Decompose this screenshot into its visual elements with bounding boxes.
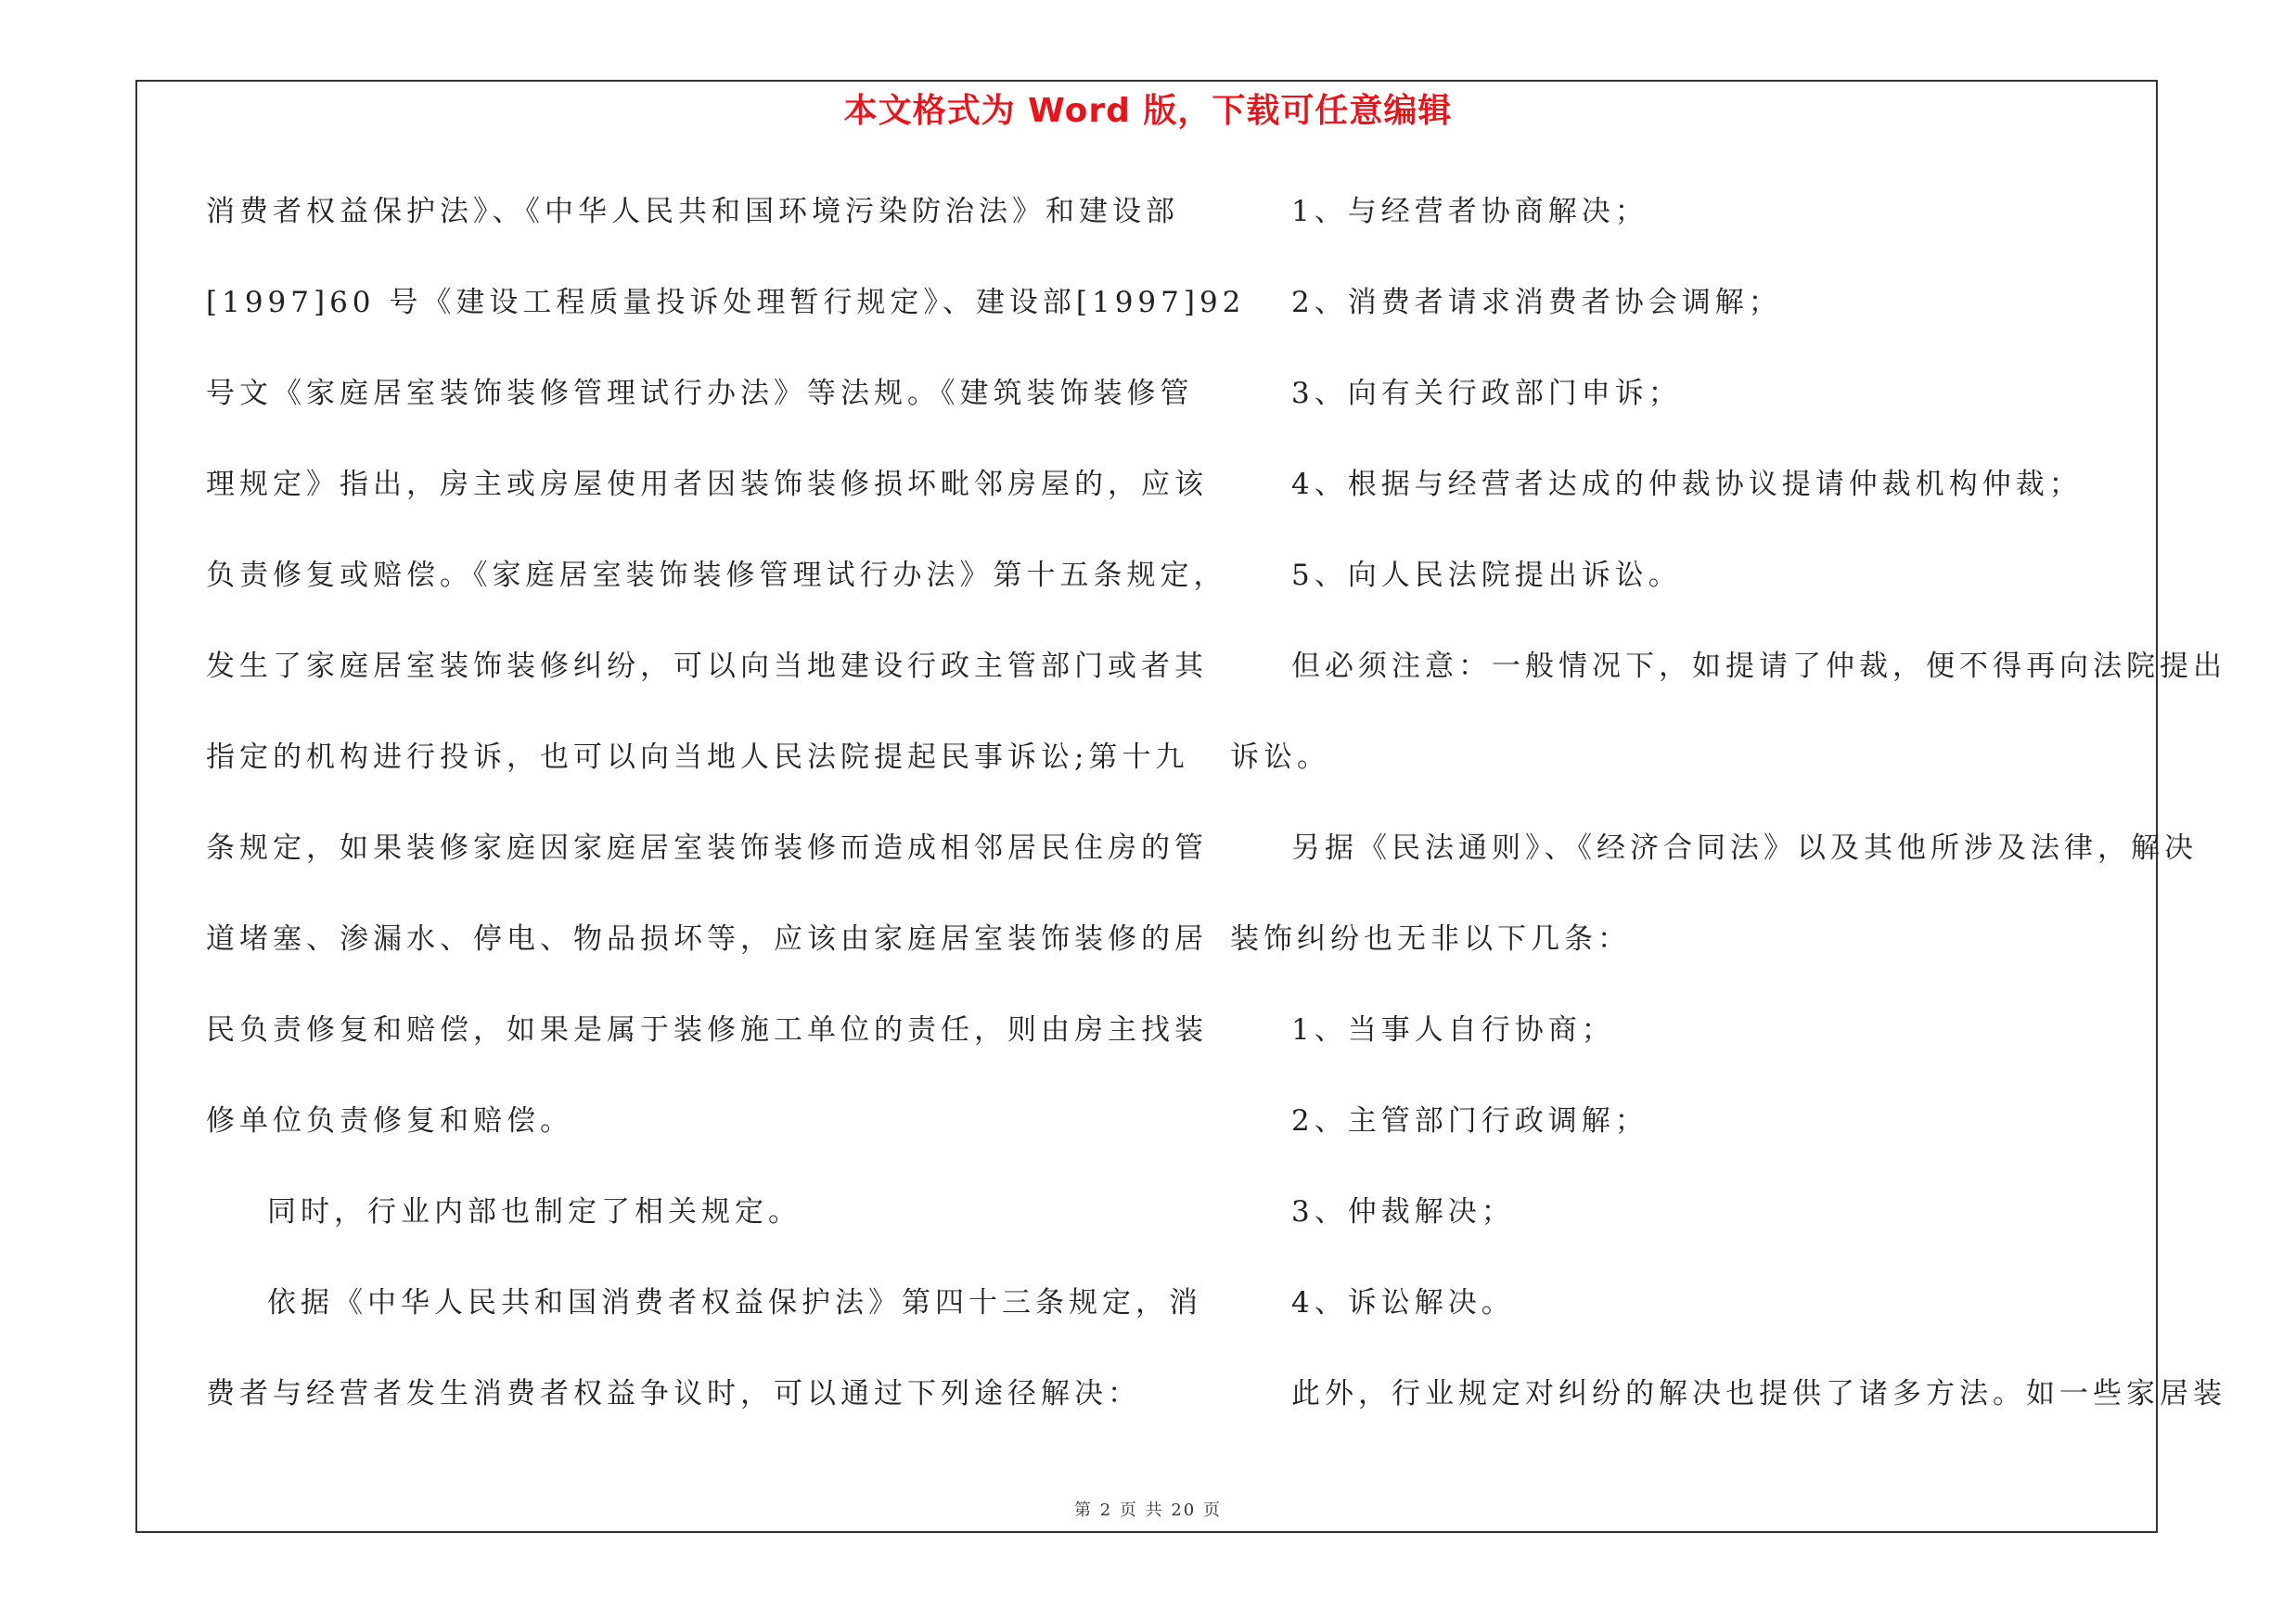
text-line: 修单位负责修复和赔偿。 bbox=[206, 1104, 573, 1138]
list-item: 2、消费者请求消费者协会调解； bbox=[1291, 286, 1782, 319]
list-item: 5、向人民法院提出诉讼。 bbox=[1291, 559, 1682, 592]
list-item: 3、向有关行政部门申诉； bbox=[1291, 377, 1682, 410]
list-item: 4、根据与经营者达成的仲裁协议提请仲裁机构仲裁； bbox=[1291, 468, 2083, 501]
text-line: 诉讼。 bbox=[1230, 741, 1330, 774]
page-number-footer: 第 2 页 共 20 页 bbox=[1074, 1501, 1222, 1520]
text-line: 民负责修复和赔偿，如果是属于装修施工单位的责任，则由房主找装 bbox=[206, 1013, 1208, 1047]
list-item: 2、主管部门行政调解； bbox=[1291, 1104, 1648, 1138]
text-line: [1997]60 号《建设工程质量投诉处理暂行规定》、建设部[1997]92 bbox=[206, 286, 1246, 319]
text-line: 理规定》指出，房主或房屋使用者因装饰装修损坏毗邻房屋的，应该 bbox=[206, 468, 1208, 501]
text-line: 号文《家庭居室装饰装修管理试行办法》等法规。《建筑装饰装修管 bbox=[206, 377, 1194, 410]
text-line: 装饰纠纷也无非以下几条： bbox=[1230, 922, 1631, 956]
text-line: 消费者权益保护法》、《中华人民共和国环境污染防治法》和建设部 bbox=[206, 195, 1179, 228]
list-item: 3、仲裁解决； bbox=[1291, 1195, 1515, 1229]
text-line: 条规定，如果装修家庭因家庭居室装饰装修而造成相邻居民住房的管 bbox=[206, 831, 1208, 865]
text-line: 道堵塞、渗漏水、停电、物品损坏等，应该由家庭居室装饰装修的居 bbox=[206, 922, 1208, 956]
list-item: 1、当事人自行协商； bbox=[1291, 1013, 1615, 1047]
word-format-banner: 本文格式为 Word 版，下载可任意编辑 bbox=[843, 92, 1453, 130]
paragraph-first-line: 依据《中华人民共和国消费者权益保护法》第四十三条规定，消 bbox=[267, 1286, 1202, 1320]
text-line: 费者与经营者发生消费者权益争议时，可以通过下列途径解决： bbox=[206, 1377, 1141, 1410]
paragraph-first-line: 但必须注意：一般情况下，如提请了仲裁，便不得再向法院提出 bbox=[1291, 650, 2226, 683]
right-text-column bbox=[1230, 182, 2226, 1455]
text-line: 负责修复或赔偿。《家庭居室装饰装修管理试行办法》第十五条规定， bbox=[206, 559, 1227, 592]
paragraph-first-line: 此外，行业规定对纠纷的解决也提供了诸多方法。如一些家居装 bbox=[1291, 1377, 2226, 1410]
list-item: 1、与经营者协商解决； bbox=[1291, 195, 1648, 228]
left-text-column bbox=[206, 182, 1246, 1455]
text-line: 指定的机构进行投诉，也可以向当地人民法院提起民事诉讼;第十九 bbox=[206, 741, 1189, 774]
paragraph-first-line: 另据《民法通则》、《经济合同法》以及其他所涉及法律，解决 bbox=[1291, 831, 2198, 865]
text-line: 发生了家庭居室装饰装修纠纷，可以向当地建设行政主管部门或者其 bbox=[206, 650, 1208, 683]
list-item: 4、诉讼解决。 bbox=[1291, 1286, 1515, 1320]
paragraph-first-line: 同时，行业内部也制定了相关规定。 bbox=[267, 1195, 802, 1229]
